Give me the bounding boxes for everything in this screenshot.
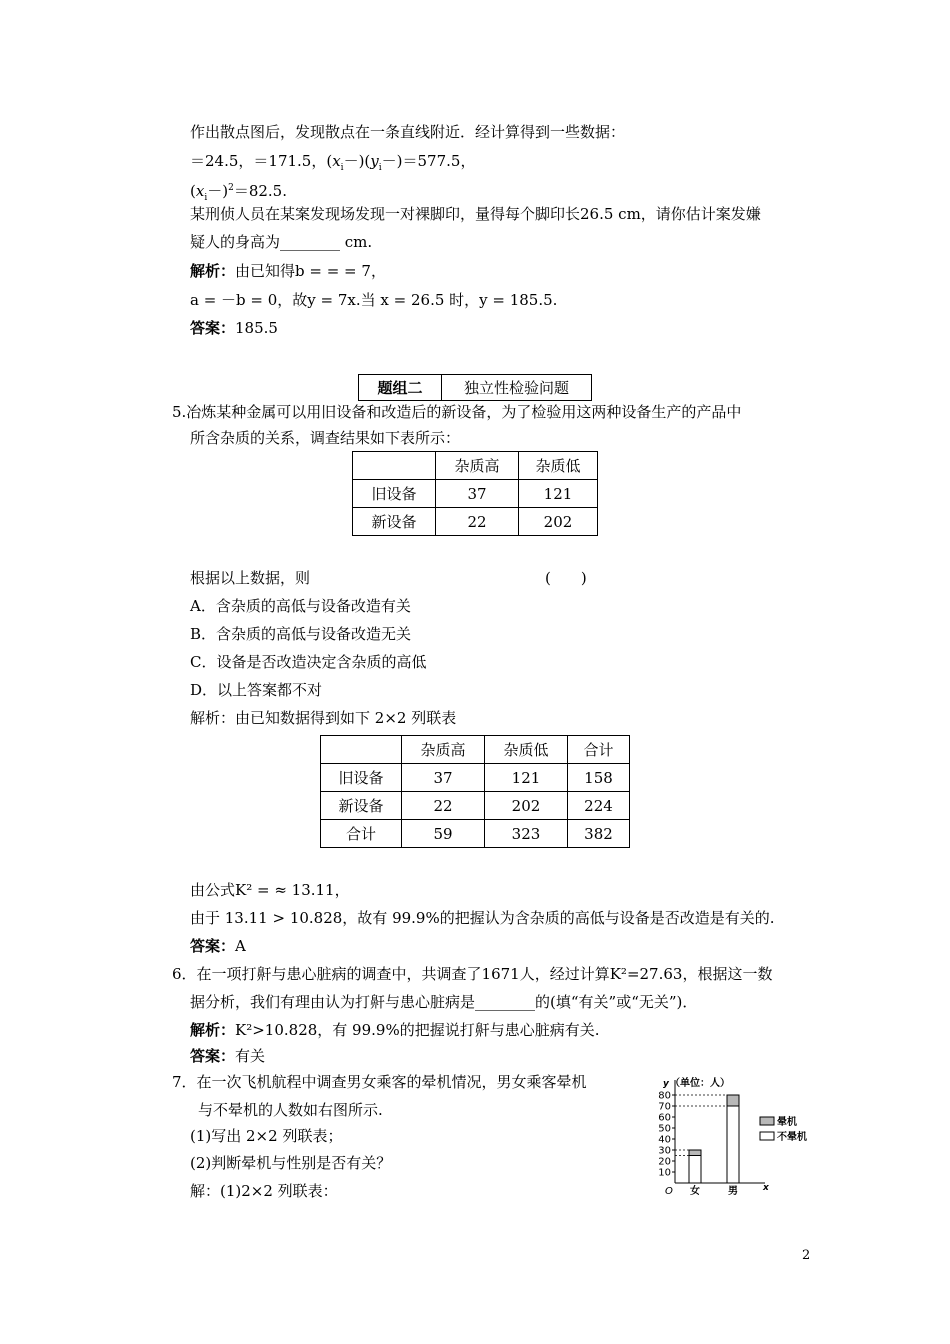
origin-label: O [665,1186,673,1197]
table-row [353,508,598,536]
answer-label: 答案： [190,319,236,337]
analysis-text: K²>10.828，有 99.9%的把握说打鼾与患心脏病有关. [235,1021,600,1039]
y-tick-label: 30 [658,1145,671,1157]
table-cell: 382 [568,820,630,848]
bar-sick-0 [689,1150,701,1156]
solution-line: 解：(1)2×2 列联表： [190,1182,338,1200]
option-a: A．含杂质的高低与设备改造有关 [190,597,411,615]
table-cell: 37 [402,764,485,792]
option-b: B．含杂质的高低与设备改造无关 [190,625,412,643]
y-tick-label: 40 [658,1134,671,1146]
bar-sick-1 [727,1095,739,1106]
y-tick-label: 70 [658,1101,671,1113]
bar-not-sick-1 [727,1106,739,1183]
x-tick-label: 男 [728,1186,738,1197]
question-5-stem: 所含杂质的关系，调查结果如下表所示： [190,429,461,447]
question-6-stem: 据分析，我们有理由认为打鼾与患心脏病是________的(填“有关”或“无关”)． [190,993,698,1011]
table-cell: 旧设备 [321,764,402,792]
table-cell: 新设备 [321,792,402,820]
option-d: D．以上答案都不对 [190,681,323,699]
group-title: 独立性检验问题 [463,379,569,397]
legend-label-sick: 晕机 [777,1117,797,1128]
question-7-stem: 与不晕机的人数如右图所示. [198,1101,383,1119]
conclusion-line: 由于 13.11 > 10.828，故有 99.9%的把握认为含杂质的高低与设备是否改造是有关的. [190,909,775,927]
analysis-line: a = －b = 0，故y = 7x.当 x = 26.5 时，y = 185.5. [190,291,558,309]
table-cell: 37 [436,480,519,508]
page-number: 2 [802,1248,811,1263]
bar-not-sick-0 [689,1156,701,1184]
answer-line [190,318,278,338]
y-tick-label: 80 [658,1090,671,1102]
text-segment: 577.5， [417,152,476,170]
table-cell: 旧设备 [353,480,436,508]
answer-text: 185.5 [235,319,278,337]
table-cell: 合计 [568,736,630,764]
answer-text: 有关 [235,1047,266,1065]
table-cell: 杂质高 [436,452,519,480]
x-axis-label: x [763,1183,769,1193]
text-segment: 82.5. [248,182,287,200]
text-line: ＝24.5，＝171.5，$(x_i-)(y_i-)=577.5$， [190,152,476,173]
question-5-stem: 5.冶炼某种金属可以用旧设备和改造后的新设备，为了检验用这两种设备生产的产品中 [172,403,742,421]
bar-chart [655,1070,835,1200]
text-line: $(x_i-)^2=82.5$. [190,182,287,203]
table-cell: 22 [402,792,485,820]
y-tick-label: 10 [658,1167,671,1179]
table-cell: 杂质高 [402,736,485,764]
table-cell: 121 [519,480,598,508]
y-tick-label: 20 [658,1156,671,1168]
table-cell [353,452,436,480]
table-header-row [353,452,598,480]
analysis-label: 解析： [190,262,236,280]
table-cell: 新设备 [353,508,436,536]
table-cell: 323 [485,820,568,848]
chart-title: （单位：人） [670,1078,730,1089]
table-row [353,480,598,508]
table-cell: 224 [568,792,630,820]
answer-line [190,1046,265,1066]
table-cell [321,736,402,764]
text-segment: ＝24.5，＝171.5， [190,152,327,170]
answer-line [190,936,246,956]
table-row [321,792,630,820]
table-cell: 合计 [321,820,402,848]
table-cell: 杂质低 [485,736,568,764]
question-6-stem: 6．在一项打鼾与患心脏病的调查中，共调查了1671人，经过计算K²=27.63，根据这一数 [172,965,773,983]
x-tick-label: 女 [690,1186,700,1197]
table-cell: 59 [402,820,485,848]
contingency-table [320,735,630,848]
question-7-stem: 7．在一次飞机航程中调查男女乘客的晕机情况，男女乘客晕机 [172,1073,587,1091]
text-line: 作出散点图后，发现散点在一条直线附近．经计算得到一些数据： [190,123,626,141]
table-cell: 158 [568,764,630,792]
table-cell: 121 [485,764,568,792]
table-row [321,764,630,792]
legend-swatch-not-sick [760,1132,774,1140]
answer-label: 答案： [190,1047,236,1065]
analysis-line [190,261,386,281]
answer-text: A [235,937,246,955]
text-line: 疑人的身高为________ cm. [190,233,373,251]
y-tick-label: 60 [658,1112,671,1124]
question-5-prompt: 根据以上数据，则 [190,569,311,587]
table-cell: 202 [519,508,598,536]
answer-bracket: ( ) [545,569,587,587]
y-tick-label: 50 [658,1123,671,1135]
formula-line: 由公式K² = ≈ 13.11， [190,881,350,899]
group-title-box [358,374,592,401]
analysis-line: 解析：由已知数据得到如下 2×2 列联表 [190,709,457,727]
legend-swatch-sick [760,1117,774,1125]
text-line: 某刑侦人员在某案发现场发现一对裸脚印，量得每个脚印长26.5 cm，请你估计案发嫌 [190,205,761,223]
analysis-line [190,1020,599,1040]
analysis-label: 解析： [190,1021,236,1039]
sub-question-1: (1)写出 2×2 列联表； [190,1127,343,1145]
sub-question-2: (2)判断晕机与性别是否有关？ [190,1154,392,1172]
legend-label-not-sick: 不晕机 [777,1132,807,1143]
table-header-row [321,736,630,764]
table-cell: 202 [485,792,568,820]
option-c: C．设备是否改造决定含杂质的高低 [190,653,427,671]
table-cell: 杂质低 [519,452,598,480]
answer-label: 答案： [190,937,236,955]
y-axis-label: y [663,1079,669,1089]
analysis-text: 由已知得b = = = 7， [235,262,386,280]
data-table-1 [352,451,598,536]
table-cell: 22 [436,508,519,536]
group-label: 题组二 [359,375,442,400]
table-row [321,820,630,848]
